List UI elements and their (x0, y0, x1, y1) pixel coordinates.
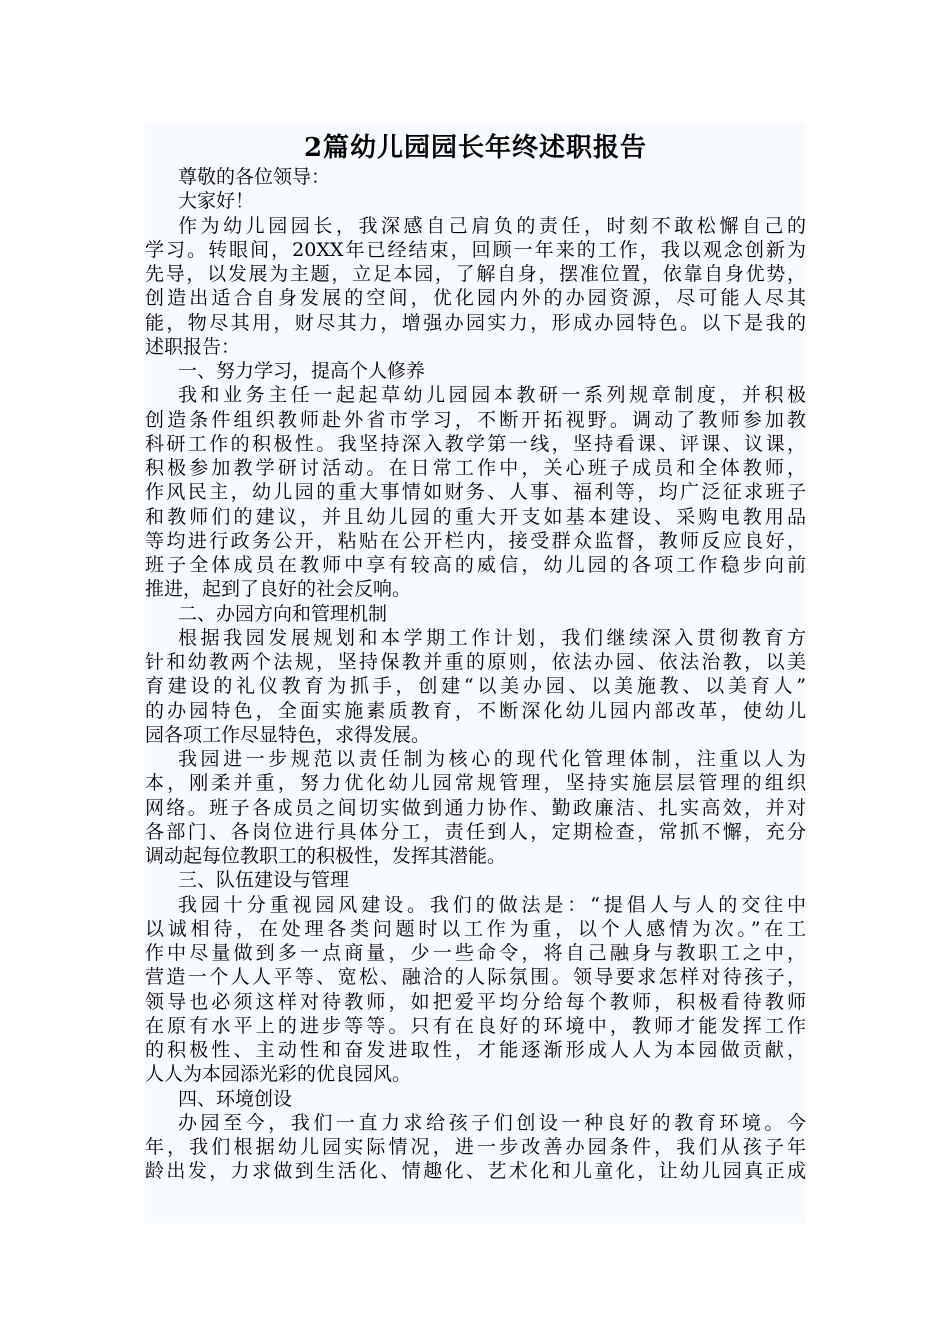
text-line: 一、努力学习，提高个人修养 (178, 360, 426, 382)
text-line: 在原有水平上的进步等等。只有在良好的环境中，教师才能发挥工作 (145, 1014, 806, 1037)
text-line: 述职报告： (145, 335, 241, 358)
text-line: 的办园特色，全面实施素质教育，不断深化幼儿园内部改革，使幼儿 (145, 699, 806, 722)
text-line: 班子全体成员在教师中享有较高的威信，幼儿园的各项工作稳步向前 (145, 554, 806, 576)
text-line: 领导也必须这样对待教师，如把爱平均分给每个教师，积极看待教师 (145, 990, 806, 1013)
text-line: 能，物尽其用，财尽其力，增强办园实力，形成办园特色。以下是我的 (145, 311, 806, 334)
text-line: 科研工作的积极性。我坚持深入教学第一线，坚持看课、评课、议课， (145, 432, 806, 455)
text-line: 三、队伍建设与管理 (178, 869, 350, 892)
text-line: 的积极性、主动性和奋发进取性，才能逐渐形成人人为本园做贡献， (145, 1039, 806, 1061)
text-line: 尊敬的各位领导： (178, 166, 331, 188)
text-line: 学习。转眼间，20XX年已经结束，回顾一年来的工作，我以观念创新为 (145, 238, 806, 261)
text-line: 网络。班子各成员之间切实做到通力协作、勤政廉洁、扎实高效，并对 (145, 796, 806, 819)
text-line: 四、环境创设 (178, 1087, 293, 1110)
text-line: 创造出适合自身发展的空间，优化园内外的办园资源，尽可能人尽其 (145, 287, 806, 310)
text-line: 以诚相待，在处理各类问题时以工作为重，以个人感情为次。”在工 (145, 917, 806, 940)
text-line: 作风民主，幼儿园的重大事情如财务、人事、福利等，均广泛征求班子 (145, 481, 806, 504)
document-title: 2篇幼儿园园长年终述职报告 (303, 133, 648, 163)
text-line: 营造一个人人平等、宽松、融洽的人际氛围。领导要求怎样对待孩子， (145, 966, 806, 989)
text-line: 年，我们根据幼儿园实际情况，进一步改善办园条件，我们从孩子年 (145, 1136, 806, 1158)
text-line: 积极参加教学研讨活动。在日常工作中，关心班子成员和全体教师， (145, 457, 806, 479)
text-line: 针和幼教两个法规，坚持保教并重的原则，依法办园、依法治教，以美 (145, 651, 806, 673)
text-line: 二、办园方向和管理机制 (178, 602, 388, 625)
document-body (145, 123, 806, 1223)
text-line: 人人为本园添光彩的优良园风。 (145, 1063, 412, 1086)
text-line: 作为幼儿园园长，我深感自己肩负的责任，时刻不敢松懈自己的 (178, 214, 806, 237)
text-line: 龄出发，力求做到生活化、情趣化、艺术化和儿童化，让幼儿园真正成 (145, 1160, 806, 1183)
text-line: 办园至今，我们一直力求给孩子们创设一种良好的教育环境。今 (178, 1111, 806, 1134)
text-line: 各部门、各岗位进行具体分工，责任到人，定期检查，常抓不懈，充分 (145, 820, 806, 843)
text-line: 创造条件组织教师赴外省市学习，不断开拓视野。调动了教师参加教 (145, 408, 806, 431)
text-line: 育建设的礼仪教育为抓手，创建“以美办园、以美施教、以美育人” (145, 675, 806, 698)
text-line: 我和业务主任一起起草幼儿园园本教研一系列规章制度，并积极 (178, 384, 806, 407)
text-line: 推进，起到了良好的社会反响。 (145, 578, 412, 601)
text-line: 本，刚柔并重，努力优化幼儿园常规管理，坚持实施层层管理的组织 (145, 772, 806, 795)
text-line: 作中尽量做到多一点商量，少一些命令，将自己融身与教职工之中， (145, 942, 806, 964)
text-line: 根据我园发展规划和本学期工作计划，我们继续深入贯彻教育方 (178, 626, 806, 649)
text-line: 先导，以发展为主题，立足本园，了解自身，摆准位置，依靠自身优势， (145, 263, 806, 285)
text-line: 我园十分重视园风建设。我们的做法是：“提倡人与人的交往中 (178, 893, 806, 916)
text-line: 和教师们的建议，并且幼儿园的重大开支如基本建设、采购电教用品 (145, 505, 806, 528)
text-line: 大家好！ (178, 190, 255, 213)
text-line: 我园进一步规范以责任制为核心的现代化管理体制，注重以人为 (178, 748, 806, 770)
text-line: 等均进行政务公开，粘贴在公开栏内，接受群众监督，教师反应良好， (145, 529, 806, 552)
document-paragraphs (145, 165, 806, 1184)
text-line: 调动起每位教职工的积极性，发挥其潜能。 (145, 845, 507, 867)
text-line: 园各项工作尽显特色，求得发展。 (145, 723, 431, 746)
